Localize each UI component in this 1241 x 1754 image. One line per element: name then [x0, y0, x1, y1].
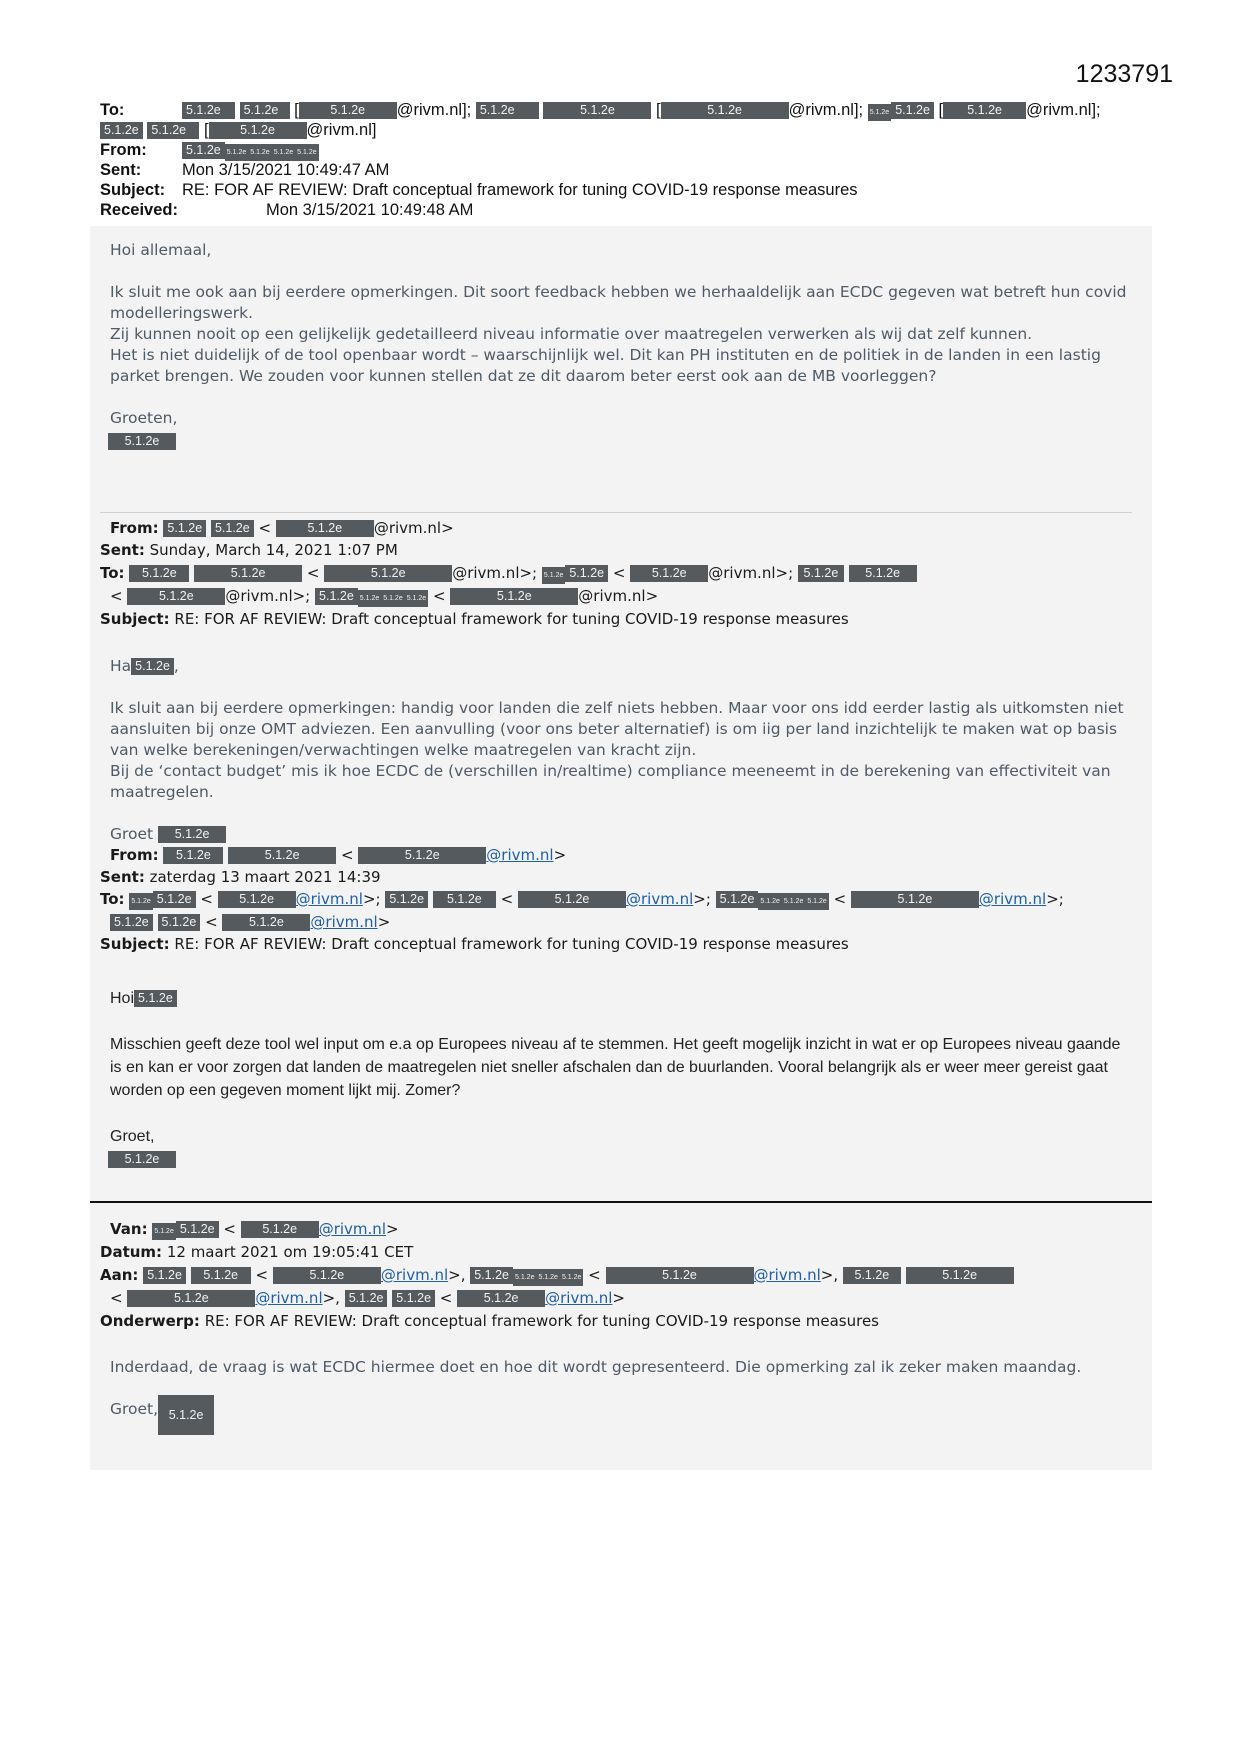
- sent-label: Sent:: [100, 541, 145, 559]
- datum-label: Datum:: [100, 1243, 163, 1261]
- greeting: Ha: [110, 657, 132, 675]
- closing: Groet,: [110, 1400, 159, 1418]
- rivm-link[interactable]: @rivm.nl: [545, 1289, 613, 1307]
- redaction: 5.1.2e: [163, 520, 206, 537]
- from-label: From:: [110, 519, 159, 537]
- redaction: 5.1.2e: [891, 102, 934, 119]
- signature-redaction: 5.1.2e: [108, 433, 176, 450]
- rivm-suffix: @rivm.nl>: [578, 587, 659, 605]
- redaction: 5.1.2e: [661, 102, 789, 119]
- van-label: Van:: [110, 1220, 148, 1238]
- redaction: 5.1.2e: [782, 893, 805, 910]
- message-3-sent: [100, 867, 381, 888]
- paragraph: Ik sluit aan bij eerdere opmerkingen: handig voor landen die zelf niets hebben. Maar voor ons idd eerder lastig als uitkomsten niet aansluiten bij onze OMT adviezen. Een aanvulling (voor ons beter alternatief) is om iig per land inzichtelijk te maken wat op basis van welke berekeningen/verwachtingen welke maatregelen van kracht zijn.: [110, 699, 1124, 759]
- message-3-to: To: 5.1.2e 5.1.2e < 5.1.2e @rivm.nl>; 5.1.2e 5.1.2e < 5.1.2e @rivm.nl>; 5.1.2e 5.1.2e 5.1.2e 5.1.2e < 5.1.2e @rivm.nl>;: [100, 890, 1064, 908]
- rivm-suffix: @rivm.nl]: [306, 121, 377, 139]
- redaction: 5.1.2e: [248, 144, 271, 161]
- redaction: 5.1.2e: [225, 144, 248, 161]
- closing: Groet: [110, 825, 154, 843]
- paragraph: Het is niet duidelijk of de tool openbaar wordt – waarschijnlijk wel. Dit kan PH instituten en de politiek in de landen in een lastig parket brengen. We zouden voor kunnen stellen dat ze dit daarom beter eerst ook aan de MB voorleggen?: [110, 346, 1101, 385]
- rivm-link[interactable]: @rivm.nl: [318, 1220, 386, 1238]
- redaction: 5.1.2e: [228, 847, 336, 864]
- outer-from-line: [100, 140, 319, 161]
- rivm-suffix: @rivm.nl];: [396, 101, 472, 119]
- redaction: 5.1.2e: [565, 565, 608, 582]
- message-2-body: Ha 5.1.2e , Ik sluit aan bij eerdere opmerkingen: handig voor landen die zelf niets hebben. Maar voor ons idd eerder lastig als uitkomsten niet aansluiten bij onze OMT adviezen. Een aanvulling (voor ons beter alternatief) is om iig per land inzichtelijk te maken wat op basis van welke berekeningen/verwachtingen welke maatregelen van kracht zijn. Bij de ‘contact budget’ mis ik hoe ECDC de (verschillen in/realtime) compliance meeneemt in de berekening van effectiviteit van maatregelen. Groet 5.1.2e: [110, 656, 1130, 845]
- redaction: 5.1.2e: [131, 658, 174, 675]
- redaction: 5.1.2e: [358, 590, 381, 607]
- message-2-from: From: 5.1.2e 5.1.2e < 5.1.2e @rivm.nl>: [110, 519, 454, 537]
- redaction: 5.1.2e: [129, 565, 189, 582]
- outer-to-line-2: 5.1.2e 5.1.2e [ 5.1.2e @rivm.nl]: [100, 120, 376, 140]
- redaction: 5.1.2e: [849, 565, 917, 582]
- signature-redaction: 5.1.2e: [158, 1395, 214, 1435]
- rivm-suffix: @rivm.nl>;: [225, 587, 311, 605]
- message-2-subject: [100, 609, 849, 630]
- redaction: 5.1.2e: [385, 891, 428, 908]
- outer-to-line: To: 5.1.2e 5.1.2e [ 5.1.2e @rivm.nl]; 5.1.2e 5.1.2e [ 5.1.2e @rivm.nl]; 5.1.2e 5.1.2e [ 5.1.2e @rivm.nl];: [100, 101, 1101, 119]
- rivm-suffix: @rivm.nl];: [788, 101, 864, 119]
- onderwerp-value: RE: FOR AF REVIEW: Draft conceptual framework for tuning COVID-19 response measures: [204, 1312, 879, 1330]
- redaction: 5.1.2e: [405, 590, 428, 607]
- message-1-body: [110, 240, 1130, 452]
- redaction: 5.1.2e: [211, 520, 254, 537]
- rivm-link[interactable]: @rivm.nl: [310, 913, 378, 931]
- redaction: 5.1.2e: [194, 565, 302, 582]
- paragraph: Bij de ‘contact budget’ mis ik hoe ECDC de (verschillen in/realtime) compliance meeneemt in de berekening van effectiviteit van maatregelen.: [110, 762, 1111, 801]
- redaction: 5.1.2e: [381, 590, 404, 607]
- outer-subject-line: [100, 180, 858, 200]
- redaction: 5.1.2e: [457, 1290, 545, 1307]
- redaction: 5.1.2e: [272, 144, 295, 161]
- message-2-to: To: 5.1.2e 5.1.2e < 5.1.2e @rivm.nl>; 5.1.2e 5.1.2e < 5.1.2e @rivm.nl>; 5.1.2e 5.1.2e: [100, 563, 917, 584]
- redaction: 5.1.2e: [324, 565, 452, 582]
- message-4-aan: Aan: 5.1.2e 5.1.2e < 5.1.2e @rivm.nl>, 5.1.2e 5.1.2e 5.1.2e 5.1.2e < 5.1.2e @rivm.nl>, 5.1.2e 5.1.2e: [100, 1265, 1014, 1286]
- received-value: Mon 3/15/2021 10:49:48 AM: [266, 201, 474, 219]
- message-3-body: [110, 987, 1130, 1171]
- subject-value: RE: FOR AF REVIEW: Draft conceptual framework for tuning COVID-19 response measures: [182, 181, 858, 199]
- separator-black: [90, 1201, 1152, 1203]
- from-label: From:: [100, 141, 147, 159]
- redaction: 5.1.2e: [299, 102, 397, 119]
- redaction: 5.1.2e: [191, 1267, 251, 1284]
- closing: Groet,: [110, 1128, 155, 1145]
- redaction: 5.1.2e: [513, 1269, 536, 1286]
- rivm-link[interactable]: @rivm.nl: [978, 890, 1047, 908]
- redaction: 5.1.2e: [518, 891, 626, 908]
- redaction: 5.1.2e: [147, 122, 199, 139]
- redaction: 5.1.2e: [868, 104, 891, 121]
- aan-label: Aan:: [100, 1266, 139, 1284]
- redaction: 5.1.2e: [543, 102, 651, 119]
- paragraph: Ik sluit me ook aan bij eerdere opmerkingen. Dit soort feedback hebben we herhaaldelijk aan ECDC gegeven wat betreft hun covid modelleringswerk.: [110, 283, 1127, 322]
- subject-value: RE: FOR AF REVIEW: Draft conceptual framework for tuning COVID-19 response measures: [174, 935, 849, 953]
- rivm-link[interactable]: @rivm.nl: [486, 846, 554, 864]
- to-label: To:: [100, 564, 125, 582]
- redaction: 5.1.2e: [470, 1267, 513, 1284]
- redaction: 5.1.2e: [758, 893, 781, 910]
- sent-label: Sent:: [100, 161, 142, 179]
- redaction: 5.1.2e: [134, 990, 177, 1007]
- redaction: 5.1.2e: [129, 893, 152, 910]
- message-4-body: [110, 1357, 1130, 1435]
- redaction: 5.1.2e: [716, 891, 759, 908]
- redaction: 5.1.2e: [127, 1290, 255, 1307]
- paragraph: Misschien geeft deze tool wel input om e.a op Europees niveau af te stemmen. Het geeft mogelijk inzicht in wat er op Europees niveau gaande is en kan er voor zorgen dat landen de maatregelen niet sneller afschalen dan de buurlanden. Vooral belangrijk als er weer meer gereist gaat worden op een gegeven moment lijkt mij. Zomer?: [110, 1036, 1121, 1099]
- rivm-suffix: @rivm.nl>;: [452, 564, 538, 582]
- redaction: 5.1.2e: [805, 893, 828, 910]
- rivm-link[interactable]: @rivm.nl: [625, 890, 694, 908]
- redaction: 5.1.2e: [851, 891, 979, 908]
- redaction: 5.1.2e: [560, 1269, 583, 1286]
- redaction: 5.1.2e: [276, 520, 374, 537]
- redaction: 5.1.2e: [176, 1221, 219, 1238]
- redaction: 5.1.2e: [182, 142, 225, 159]
- message-3-from: From: 5.1.2e 5.1.2e < 5.1.2e @rivm.nl>: [110, 846, 567, 864]
- redaction: 5.1.2e: [392, 1290, 435, 1307]
- redaction: 5.1.2e: [158, 914, 201, 931]
- sent-value: zaterdag 13 maart 2021 14:39: [149, 868, 381, 886]
- sent-value: Mon 3/15/2021 10:49:47 AM: [182, 161, 390, 179]
- signature-redaction: 5.1.2e: [158, 826, 226, 843]
- to-label: To:: [100, 101, 125, 119]
- redaction: 5.1.2e: [906, 1267, 1014, 1284]
- paragraph: Inderdaad, de vraag is wat ECDC hiermee doet en hoe dit wordt gepresenteerd. Die opmerking zal ik zeker maken maandag.: [110, 1358, 1082, 1376]
- message-2-to-line-2: < 5.1.2e @rivm.nl>; 5.1.2e 5.1.2e 5.1.2e 5.1.2e < 5.1.2e @rivm.nl>: [110, 587, 659, 605]
- redaction: 5.1.2e: [127, 588, 225, 605]
- message-4-onderwerp: [100, 1311, 879, 1332]
- rivm-link[interactable]: @rivm.nl: [255, 1289, 323, 1307]
- subject-label: Subject:: [100, 610, 170, 628]
- sent-value: Sunday, March 14, 2021 1:07 PM: [149, 541, 398, 559]
- redaction: 5.1.2e: [433, 891, 496, 908]
- redaction: 5.1.2e: [222, 914, 310, 931]
- redaction: 5.1.2e: [152, 1223, 175, 1240]
- redaction: 5.1.2e: [163, 847, 223, 864]
- outer-sent-line: [100, 160, 389, 180]
- subject-label: Subject:: [100, 935, 170, 953]
- datum-value: 12 maart 2021 om 19:05:41 CET: [166, 1243, 414, 1261]
- redaction: 5.1.2e: [943, 102, 1026, 119]
- to-label: To:: [100, 890, 125, 908]
- redaction: 5.1.2e: [476, 102, 539, 119]
- message-4-aan-line-2: < 5.1.2e @rivm.nl>, 5.1.2e 5.1.2e < 5.1.2e @rivm.nl>: [110, 1289, 625, 1307]
- redaction: 5.1.2e: [273, 1267, 381, 1284]
- redaction: 5.1.2e: [542, 567, 565, 584]
- rivm-suffix: @rivm.nl>: [373, 519, 454, 537]
- message-4-datum: [100, 1242, 413, 1263]
- redaction: 5.1.2e: [536, 1269, 559, 1286]
- rivm-suffix: @rivm.nl];: [1026, 101, 1101, 119]
- greeting: Hoi allemaal,: [110, 241, 212, 259]
- message-2-sent: [100, 540, 398, 561]
- redaction: 5.1.2e: [295, 144, 318, 161]
- rivm-link[interactable]: @rivm.nl: [753, 1266, 821, 1284]
- redaction: 5.1.2e: [241, 1221, 319, 1238]
- separator: [100, 512, 1132, 513]
- paragraph: Zij kunnen nooit op een gelijkelijk gedetailleerd niveau informatie over maatregelen verwerken als wij dat zelf kunnen.: [110, 325, 1033, 343]
- sent-label: Sent:: [100, 868, 145, 886]
- greeting: Hoi: [110, 990, 135, 1007]
- onderwerp-label: Onderwerp:: [100, 1312, 200, 1330]
- redaction: 5.1.2e: [153, 891, 196, 908]
- document-id: 1233791: [1075, 60, 1173, 88]
- redaction: 5.1.2e: [606, 1267, 754, 1284]
- rivm-link[interactable]: @rivm.nl: [380, 1266, 449, 1284]
- redaction: 5.1.2e: [358, 847, 486, 864]
- redaction: 5.1.2e: [450, 588, 578, 605]
- rivm-link[interactable]: @rivm.nl: [295, 890, 363, 908]
- redaction: 5.1.2e: [345, 1290, 388, 1307]
- redaction: 5.1.2e: [798, 565, 844, 582]
- subject-value: RE: FOR AF REVIEW: Draft conceptual framework for tuning COVID-19 response measures: [174, 610, 849, 628]
- closing: Groeten,: [110, 409, 178, 427]
- message-4-van: Van: 5.1.2e 5.1.2e < 5.1.2e @rivm.nl>: [110, 1220, 399, 1238]
- received-label: Received:: [100, 201, 178, 219]
- redaction: 5.1.2e: [240, 102, 290, 119]
- redaction: 5.1.2e: [218, 891, 296, 908]
- message-3-to-line-2: 5.1.2e 5.1.2e < 5.1.2e @rivm.nl>: [110, 912, 390, 933]
- signature-redaction: 5.1.2e: [108, 1151, 176, 1168]
- redaction: 5.1.2e: [315, 588, 358, 605]
- message-3-subject: [100, 934, 849, 955]
- redaction: 5.1.2e: [630, 565, 708, 582]
- redaction: 5.1.2e: [209, 122, 307, 139]
- outer-received-line: [100, 200, 473, 220]
- from-label: From:: [110, 846, 159, 864]
- rivm-suffix: @rivm.nl>;: [708, 564, 794, 582]
- redaction: 5.1.2e: [100, 122, 143, 139]
- subject-label: Subject:: [100, 181, 166, 199]
- redaction: 5.1.2e: [143, 1267, 186, 1284]
- redaction: 5.1.2e: [182, 102, 235, 119]
- redaction: 5.1.2e: [110, 914, 153, 931]
- redaction: 5.1.2e: [843, 1267, 901, 1284]
